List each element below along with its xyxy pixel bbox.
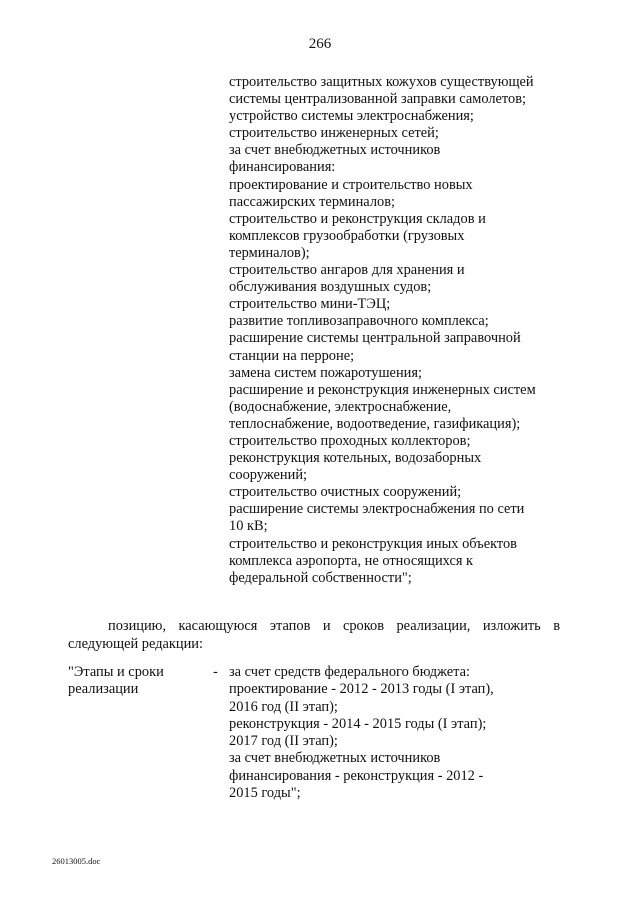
paragraph-line: следующей редакции: [68,635,203,652]
list-line: строительство мини-ТЭЦ; [229,296,391,313]
position-value-line: проектирование - 2012 - 2013 годы (I этап), [229,681,494,698]
list-line: обслуживания воздушных судов; [229,279,432,296]
instruction-paragraph [68,618,560,653]
position-value-line: за счет средств федерального бюджета: [229,664,471,680]
list-line: строительство очистных сооружений; [229,484,462,501]
list-line: строительство проходных коллекторов; [229,432,471,449]
position-dash: - [213,664,218,680]
list-line: расширение системы центральной заправочной [229,330,521,347]
position-label-line: реализации [68,681,139,698]
list-line: расширение системы электроснабжения по сети [229,501,525,518]
position-value-line: финансирования - реконструкция - 2012 - [229,767,484,784]
list-line: строительство и реконструкция складов и [229,210,486,227]
list-line: устройство системы электроснабжения; [229,108,474,125]
list-line: комплексов грузообработки (грузовых [229,227,465,244]
document-file-code: 26013005.doc [52,856,101,866]
list-line: реконструкция котельных, водозаборных [229,450,482,467]
position-value [229,664,579,802]
list-line: проектирование и строительство новых [229,176,473,193]
list-line: строительство защитных кожухов существующей [229,74,534,90]
paragraph-line: позицию, касающуюся этапов и сроков реализации, изложить в [108,618,560,634]
list-line: замена систем пожаротушения; [229,364,422,381]
list-line: 10 кВ; [229,518,268,535]
list-line: федеральной собственности"; [229,569,412,586]
list-line: за счет внебюджетных источников [229,142,441,159]
position-value-line: 2016 год (II этап); [229,698,338,715]
list-line: расширение и реконструкция инженерных систем [229,381,536,398]
list-line: развитие топливозаправочного комплекса; [229,313,489,330]
list-line: системы централизованной заправки самолетов; [229,91,527,108]
list-line: терминалов); [229,244,310,261]
list-line: теплоснабжение, водоотведение, газификация); [229,415,521,432]
list-line: сооружений; [229,467,308,484]
list-line: станции на перроне; [229,347,355,364]
position-label [68,664,208,699]
list-line: комплекса аэропорта, не относящихся к [229,552,474,569]
list-line: пассажирских терминалов; [229,193,395,210]
list-line: (водоснабжение, электроснабжение, [229,398,452,415]
list-line: строительство инженерных сетей; [229,125,439,142]
position-value-line: за счет внебюджетных источников [229,750,441,767]
list-line: строительство и реконструкция иных объектов [229,535,517,552]
enumeration-list [229,74,579,587]
page-number: 266 [308,36,332,52]
position-value-line: реконструкция - 2014 - 2015 годы (I этап); [229,715,487,732]
position-label-line: "Этапы и сроки [68,664,164,680]
position-value-line: 2015 годы"; [229,785,301,802]
list-line: финансирования: [229,159,336,176]
position-value-line: 2017 год (II этап); [229,733,338,750]
list-line: строительство ангаров для хранения и [229,262,465,279]
